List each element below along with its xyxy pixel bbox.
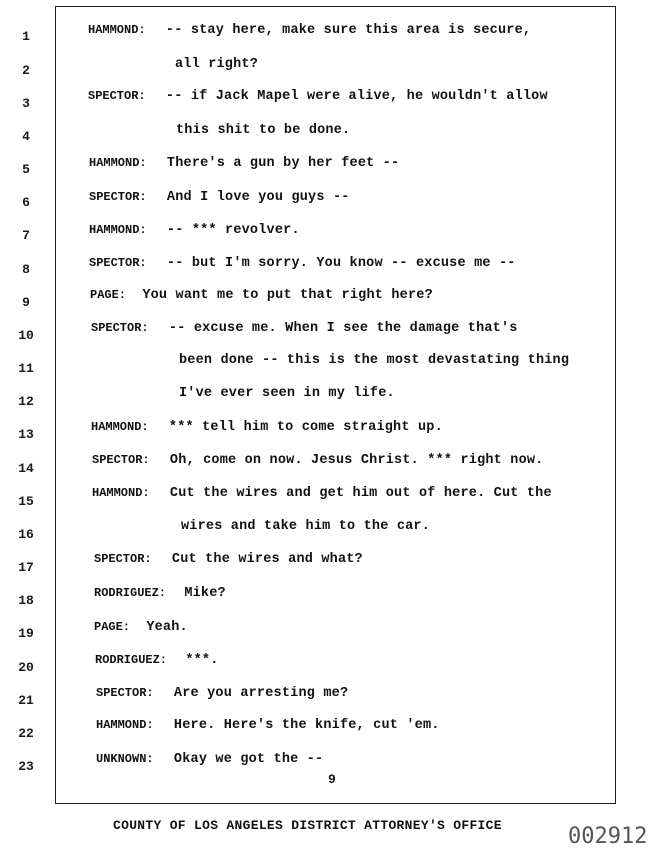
transcript-line xyxy=(96,685,348,702)
transcript-line xyxy=(91,320,518,337)
speaker-name: SPECTOR: xyxy=(91,321,149,335)
speaker-name: HAMMOND: xyxy=(92,486,150,500)
transcript-line-continuation xyxy=(175,57,258,73)
transcript-line xyxy=(89,155,399,172)
speaker-name: HAMMOND: xyxy=(96,718,154,732)
utterance-text: ***. xyxy=(185,653,219,668)
line-number: 1 xyxy=(22,29,30,44)
transcript-line xyxy=(92,485,552,502)
utterance-text: -- *** revolver. xyxy=(166,223,300,238)
line-number: 16 xyxy=(18,527,34,542)
utterance-text: been done -- this is the most devastating thing xyxy=(179,353,570,368)
utterance-text: Mike? xyxy=(184,586,226,601)
transcript-line xyxy=(92,452,543,469)
line-number: 4 xyxy=(22,129,30,144)
utterance-text: Okay we got the -- xyxy=(173,752,324,767)
transcript-line xyxy=(90,287,433,304)
utterance-text: There's a gun by her feet -- xyxy=(166,156,400,171)
line-number: 6 xyxy=(22,195,30,210)
utterance-text: And I love you guys -- xyxy=(166,190,350,205)
utterance-text: *** tell him to come straight up. xyxy=(168,420,443,435)
utterance-text: Here. Here's the knife, cut 'em. xyxy=(173,718,440,733)
utterance-text: -- but I'm sorry. You know -- excuse me -- xyxy=(166,256,516,271)
speaker-name: RODRIGUEZ: xyxy=(94,586,167,600)
utterance-text: -- stay here, make sure this area is secure, xyxy=(165,23,532,38)
line-number: 10 xyxy=(18,328,34,343)
line-number: 3 xyxy=(22,96,30,111)
line-number: 19 xyxy=(18,626,34,641)
line-number: 8 xyxy=(22,262,30,277)
transcript-line xyxy=(88,88,548,105)
speaker-name: PAGE: xyxy=(90,288,127,302)
utterance-text: Are you arresting me? xyxy=(173,686,349,701)
bates-number: 002912 xyxy=(568,824,648,849)
utterance-text: Yeah. xyxy=(146,620,188,635)
utterance-text: -- excuse me. When I see the damage that's xyxy=(168,321,518,336)
transcript-line xyxy=(89,189,350,206)
utterance-text: Cut the wires and get him out of here. Cut the xyxy=(169,486,552,501)
utterance-text: Oh, come on now. Jesus Christ. *** right now. xyxy=(169,453,544,468)
transcript-line-continuation xyxy=(176,123,350,139)
transcript-line xyxy=(96,717,440,734)
speaker-name: PAGE: xyxy=(94,620,131,634)
line-number: 23 xyxy=(18,759,34,774)
speaker-name: SPECTOR: xyxy=(94,552,152,566)
line-number: 15 xyxy=(18,494,34,509)
transcript-line xyxy=(89,255,516,272)
utterance-text: You want me to put that right here? xyxy=(142,288,433,303)
line-number: 21 xyxy=(18,693,34,708)
speaker-name: SPECTOR: xyxy=(88,89,146,103)
transcript-line-continuation xyxy=(181,519,430,535)
transcript-line xyxy=(94,551,363,568)
transcript-line xyxy=(96,751,323,768)
speaker-name: SPECTOR: xyxy=(89,256,147,270)
speaker-name: SPECTOR: xyxy=(96,686,154,700)
speaker-name: HAMMOND: xyxy=(89,156,147,170)
line-number: 17 xyxy=(18,560,34,575)
utterance-text: wires and take him to the car. xyxy=(181,519,431,534)
line-number: 20 xyxy=(18,660,34,675)
transcript-line xyxy=(91,419,443,436)
speaker-name: SPECTOR: xyxy=(89,190,147,204)
line-number: 13 xyxy=(18,427,34,442)
transcript-line xyxy=(94,619,188,636)
transcript-line xyxy=(94,585,226,602)
line-number: 14 xyxy=(18,461,34,476)
speaker-name: RODRIGUEZ: xyxy=(95,653,168,667)
utterance-text: all right? xyxy=(175,57,259,72)
transcript-line-continuation xyxy=(179,353,569,369)
speaker-name: HAMMOND: xyxy=(88,23,146,37)
line-number: 11 xyxy=(18,361,34,376)
line-number: 12 xyxy=(18,394,34,409)
transcript-line xyxy=(95,652,219,669)
transcript-line xyxy=(89,222,300,239)
speaker-name: UNKNOWN: xyxy=(96,752,154,766)
line-number: 5 xyxy=(22,162,30,177)
transcript-line xyxy=(88,22,531,39)
page-number: 9 xyxy=(328,772,336,787)
utterance-text: -- if Jack Mapel were alive, he wouldn't allow xyxy=(165,89,548,104)
speaker-name: HAMMOND: xyxy=(89,223,147,237)
utterance-text: Cut the wires and what? xyxy=(171,552,363,567)
transcript-line-continuation xyxy=(179,386,395,402)
utterance-text: I've ever seen in my life. xyxy=(179,386,395,401)
line-number: 18 xyxy=(18,593,34,608)
speaker-name: SPECTOR: xyxy=(92,453,150,467)
line-number: 2 xyxy=(22,63,30,78)
speaker-name: HAMMOND: xyxy=(91,420,149,434)
utterance-text: this shit to be done. xyxy=(176,123,351,138)
footer-office-name: COUNTY OF LOS ANGELES DISTRICT ATTORNEY'S OFFICE xyxy=(113,818,502,833)
line-number: 22 xyxy=(18,726,34,741)
line-number: 9 xyxy=(22,295,30,310)
line-number: 7 xyxy=(22,228,30,243)
